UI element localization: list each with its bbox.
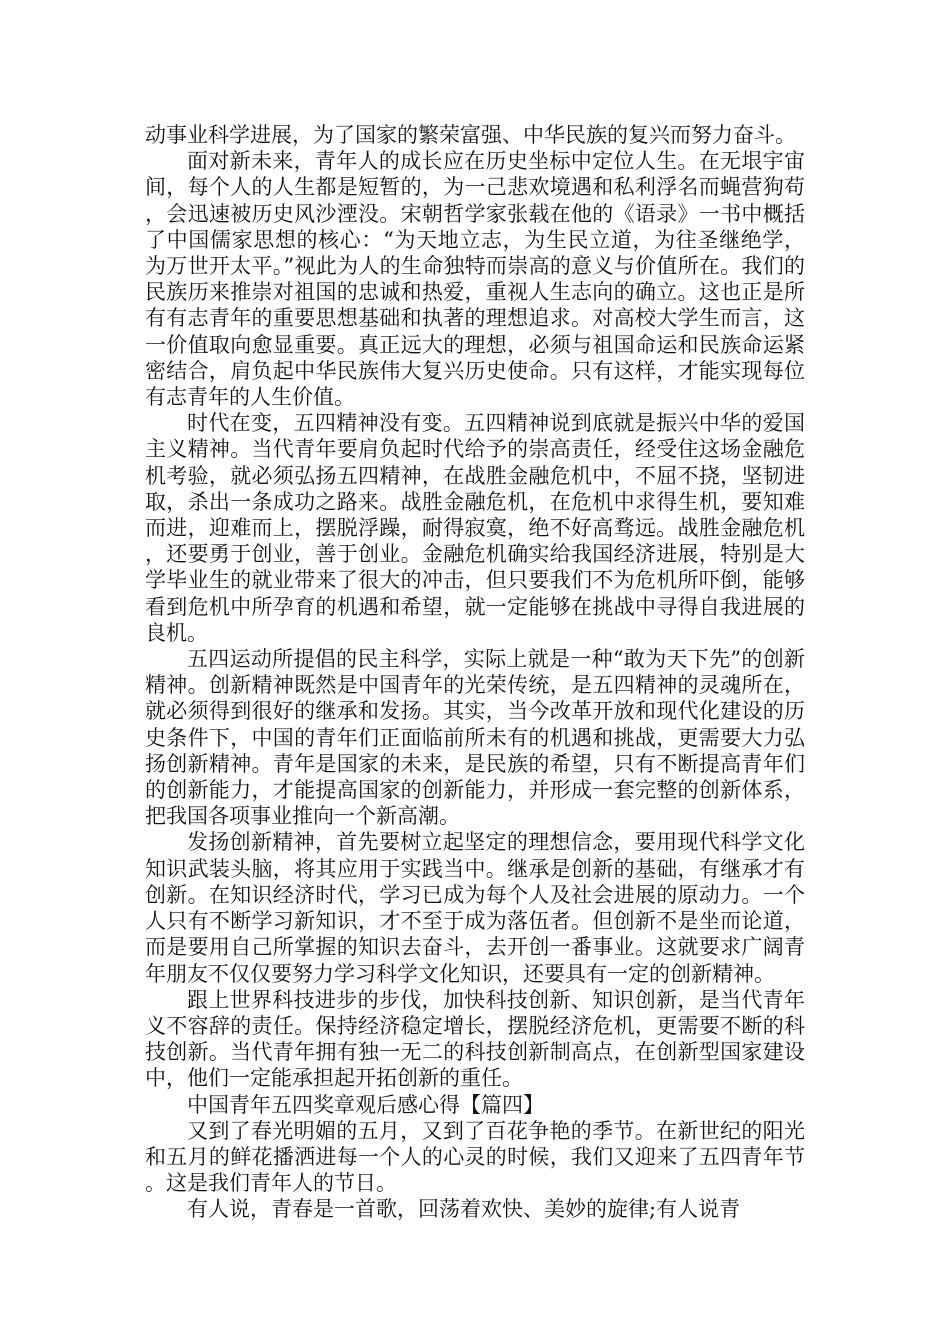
section-heading: 中国青年五四奖章观后感心得【篇四】 (187, 1092, 544, 1117)
paragraph-innovation-spirit: 五四运动所提倡的民主科学，实际上就是一种“敢为天下先”的创新精神。创新精神既然是中国青年的光荣传统，是五四精神的灵魂所在，就必须得到很好的继承和发扬。其实，当今改革开放和现代化建设的历史条件下，中国的青年们正面临前所未有的机遇和挑战，更需要大力弘扬创新精神。青年是国家的未来，是民族的希望，只有不断提高青年们的创新能力，才能提高国家的创新能力，并形成一套完整的创新体系，把我国各项事业推向一个新高潮。 (145, 647, 805, 829)
paragraph-youth-song: 有人说，青春是一首歌，回荡着欢快、美妙的旋律;有人说青 (187, 1197, 741, 1222)
paragraph-new-future: 面对新未来，青年人的成长应在历史坐标中定位人生。在无垠宇宙间，每个人的人生都是短暂的，为一己悲欢境遇和私利浮名而蝇营狗苟，会迅速被历史风沙湮没。宋朝哲学家张载在他的《语录》一书中概括了中国儒家思想的核心：“为天地立志，为生民立道，为往圣继绝学，为万世开太平。”视此为人的生命独特而崇高的意义与价值所在。我们的民族历来推崇对祖国的忠诚和热爱，重视人生志向的确立。这也正是所有有志青年的重要思想基础和执著的理想追求。对高校大学生而言，这一价值取向愈显重要。真正远大的理想，必须与祖国命运和民族命运紧密结合，肩负起中华民族伟大复兴历史使命。只有这样，才能实现每位有志青年的人生价值。 (145, 149, 805, 410)
paragraph-may-fourth-spirit: 时代在变，五四精神没有变。五四精神说到底就是振兴中华的爱国主义精神。当代青年要肩负起时代给予的崇高责任，经受住这场金融危机考验，就必须弘扬五四精神，在战胜金融危机中，不屈不挠，坚韧进取，杀出一条成功之路来。战胜金融危机，在危机中求得生机，要知难而进，迎难而上，摆脱浮躁，耐得寂寞，绝不好高骛远。战胜金融危机，还要勇于创业，善于创业。金融危机确实给我国经济进展，特别是大学毕业生的就业带来了很大的冲击，但只要我们不为危机所吓倒，能够看到危机中所孕育的机遇和希望，就一定能够在挑战中寻得自我进展的良机。 (145, 411, 805, 645)
paragraph-tech-progress: 跟上世界科技进步的步伐，加快科技创新、知识创新，是当代青年义不容辞的责任。保持经济稳定增长，摆脱经济危机，更需要不断的科技创新。当代青年拥有独一无二的科技创新制高点，在创新型国家建设中，他们一定能承担起开拓创新的重任。 (145, 987, 805, 1091)
document-body (145, 122, 805, 1223)
paragraph-may-spring: 又到了春光明媚的五月，又到了百花争艳的季节。在新世纪的阳光和五月的鲜花播洒进每一个人的心灵的时候，我们又迎来了五四青年节。这是我们青年人的节日。 (145, 1118, 805, 1196)
paragraph-continuation: 动事业科学进展，为了国家的繁荣富强、中华民族的复兴而努力奋斗。 (145, 123, 796, 147)
paragraph-carry-forward-innovation: 发扬创新精神，首先要树立起坚定的理想信念，要用现代科学文化知识武装头脑，将其应用于实践当中。继承是创新的基础，有继承才有创新。在知识经济时代，学习已成为每个人及社会进展的原动力。一个人只有不断学习新知识，才不至于成为落伍者。但创新不是坐而论道，而是要用自己所掌握的知识去奋斗，去开创一番事业。这就要求广阔青年朋友不仅仅要努力学习科学文化知识，还要具有一定的创新精神。 (145, 830, 805, 986)
